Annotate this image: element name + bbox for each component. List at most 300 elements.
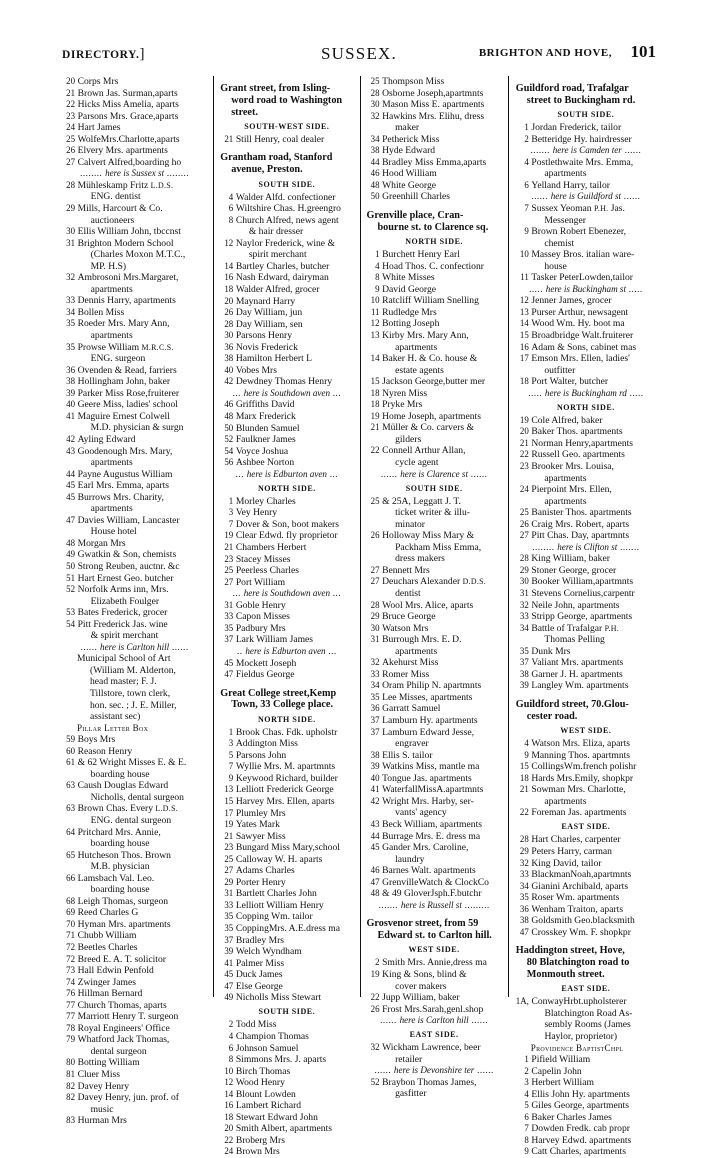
directory-entry — [367, 88, 502, 100]
entry-text: Parsons Mrs. Grace,aparts — [77, 110, 179, 122]
directory-entry — [220, 738, 353, 750]
entry-text: Walder Alfd. confectioner — [235, 191, 336, 203]
directory-entry — [220, 877, 353, 889]
entry-number: 21 — [519, 437, 529, 448]
entry-text: David George — [382, 283, 436, 295]
entry-number: 39 — [224, 946, 234, 957]
entry-number: 25 — [370, 495, 380, 506]
directory-entry — [220, 519, 353, 531]
entry-text: Strong Reuben, auctnr. &c — [77, 560, 180, 572]
entry-text: Novis Frederick — [235, 341, 298, 353]
directory-entry — [516, 353, 656, 376]
entry-number: 31 — [224, 599, 234, 610]
landmark-entry: Providence BaptistChpl — [530, 1042, 624, 1053]
entry-number: 30 — [370, 622, 380, 633]
entry-number: 14 — [370, 353, 380, 364]
entry-text: Whatford Jack Thomas, dental surgeon — [78, 1034, 208, 1057]
directory-entry — [220, 611, 353, 623]
entry-text: Pryke Mrs — [382, 399, 423, 411]
entry-text: Capelin John — [531, 1065, 582, 1077]
entry-number: 61 — [66, 757, 75, 768]
entry-text: Jackson George,butter mer — [382, 376, 486, 388]
entry-number: 18 — [224, 284, 234, 294]
entry-text: Oram Philip N. apartmnts — [382, 680, 482, 692]
entry-text: Bennett Mrs — [382, 564, 430, 576]
entry-number: 37 — [224, 934, 234, 945]
directory-entry — [220, 434, 353, 446]
directory-entry — [62, 1092, 207, 1115]
entry-number: 45 — [224, 657, 234, 668]
street-heading-continuation: cester road. — [526, 710, 578, 722]
directory-entry — [62, 734, 207, 746]
entry-text: Hart Charles, carpenter — [531, 834, 621, 846]
directory-entry — [367, 191, 502, 203]
directory-entry — [220, 496, 353, 508]
directory-entry — [367, 600, 502, 612]
entry-continuation: gilders — [395, 433, 422, 445]
directory-entry — [367, 773, 502, 785]
entry-number: 9 — [375, 283, 380, 294]
directory-entry — [516, 134, 656, 146]
entry-text: Stewart Edward John — [235, 1111, 318, 1123]
directory-entry — [367, 842, 502, 865]
entry-continuation: apartments — [90, 283, 133, 295]
column-1 — [62, 76, 213, 1127]
directory-entry — [516, 484, 656, 507]
entry-number: 14 — [224, 260, 234, 271]
note-leader-left: ... — [235, 468, 247, 479]
directory-entry — [62, 480, 207, 492]
directory-entry — [62, 873, 207, 896]
entry-number: 12 — [370, 318, 380, 329]
entry-text: Pifield William — [531, 1054, 591, 1066]
directory-entry — [367, 969, 502, 992]
directory-entry — [220, 399, 353, 411]
entry-qualification: P.H. — [594, 203, 609, 213]
directory-entry — [220, 1089, 353, 1101]
directory-entry — [367, 145, 502, 157]
cross-street-note — [367, 469, 502, 481]
entry-text: Nicholls Miss Stewart — [235, 992, 322, 1004]
street-heading-continuation: Town, 33 College place. — [231, 699, 333, 711]
directory-entry — [220, 773, 353, 785]
entry-text: Garner J. H. apartments — [531, 668, 623, 680]
entry-text: King & Sons, blind & cover makers — [382, 969, 502, 992]
directory-entry — [220, 1066, 353, 1078]
directory-entry — [220, 761, 353, 773]
entry-number: 46 — [370, 865, 380, 876]
directory-entry — [367, 657, 502, 669]
entry-continuation: & spirit merchant — [90, 630, 159, 642]
note-text: here is Buckingham rd — [544, 387, 627, 398]
entry-number: 17 — [224, 807, 234, 818]
entry-text: Pritchard Mrs. Annie, boarding house — [78, 827, 208, 850]
entry-text: Lambert Richard — [235, 1100, 302, 1112]
entry-text: Lark William James — [235, 634, 314, 646]
directory-entry — [62, 515, 207, 538]
entry-text: Wood Wm. Hy. boot ma — [531, 318, 625, 330]
directory-entry — [62, 295, 207, 307]
entry-number: 38 — [519, 668, 529, 679]
cross-street-note — [367, 1065, 502, 1077]
directory-entry — [367, 376, 502, 388]
entry-number: 40 — [66, 399, 75, 410]
directory-entry — [516, 646, 656, 658]
entry-number: 26 — [66, 145, 75, 156]
entry-continuation: music — [90, 1103, 114, 1115]
entry-text: Watson Mrs — [382, 622, 429, 634]
entry-number: 45 — [66, 480, 75, 491]
entry-number: 73 — [66, 965, 75, 976]
directory-entry — [367, 445, 502, 468]
street-heading: Grenville place, Cran- bourne st. to Clarence sq. — [367, 210, 502, 234]
entry-text: Stoner George, grocer — [531, 564, 617, 576]
entry-text: Ellis John Hy. apartments — [531, 1088, 630, 1100]
entry-text: Geere Miss, ladies' school — [77, 399, 178, 411]
entry-number: 19 — [519, 414, 529, 425]
directory-entry — [516, 122, 656, 134]
cross-street-note — [220, 588, 353, 600]
directory-entry — [516, 376, 656, 388]
entry-text: Roser Wm. apartments — [531, 892, 620, 904]
entry-text: Beck William, apartments — [382, 818, 482, 830]
directory-entry — [220, 865, 353, 877]
entry-text: Else George — [235, 980, 283, 992]
entry-number: 39 — [370, 761, 380, 772]
directory-entry — [220, 727, 353, 739]
entry-text: Smith Mrs. Annie,dress ma — [382, 957, 487, 969]
entry-number: 49 — [224, 992, 234, 1003]
entry-text: Massey Bros. italian ware- house — [531, 249, 656, 272]
note-leader-left: ........ — [80, 168, 106, 179]
directory-entry — [516, 519, 656, 531]
cross-street-note — [220, 646, 353, 658]
directory-entry — [220, 284, 353, 296]
entry-continuation: apartments — [90, 330, 133, 342]
note-leader-right: ......... — [461, 899, 490, 910]
entry-text: Blount Lowden — [235, 1088, 296, 1100]
entry-number: 4 — [375, 260, 380, 271]
entry-number: 7 — [228, 761, 234, 772]
street-heading-continuation: bourne st. to Clarence sq. — [377, 221, 489, 233]
unnumbered-entry: Municipal School of Art (William M. Alderton, head master; F. J. Tillstore, town clerk, hon. sec. ; J. E. Miller, assistant sec) — [62, 653, 207, 722]
directory-entry — [220, 565, 353, 577]
directory-entry — [220, 600, 353, 612]
directory-entry — [62, 1115, 207, 1127]
entry-text: Brighton Modern School (Charles Moxon M.T.C., MP. H.S) — [78, 238, 208, 273]
directory-entry — [367, 295, 502, 307]
entry-text: Roeder Mrs. Mary Ann, apartments — [78, 318, 208, 341]
unnumbered-entry-continuation: Tillstore, town clerk, — [90, 687, 171, 699]
entry-text: Dennis Harry, apartments — [77, 295, 176, 307]
cross-street-note — [516, 191, 656, 203]
entry-number: 33 — [519, 869, 529, 880]
directory-entry — [220, 261, 353, 273]
entry-continuation: apartments — [544, 795, 587, 807]
running-head-center: SUSSEX. — [321, 44, 397, 63]
entry-continuation: dental surgeon — [90, 1045, 147, 1057]
entry-text: Neile John, apartments — [531, 599, 620, 611]
entry-number: 34 — [519, 880, 529, 891]
directory-entry — [62, 746, 207, 758]
entry-continuation: cover makers — [395, 980, 447, 992]
entry-number: 31 — [519, 588, 529, 599]
entry-text: Dover & Son, boot makers — [235, 518, 339, 530]
directory-entry — [367, 784, 502, 796]
directory-entry — [516, 530, 656, 542]
entry-number: 42 — [370, 795, 380, 806]
street-heading-continuation: street to Buckingham rd. — [526, 94, 636, 106]
entry-number: 30 — [519, 576, 529, 587]
entry-text: Lamburn Hy. apartments — [382, 715, 478, 727]
note-leader-left: ...... — [380, 1015, 400, 1026]
running-head-left-label: DIRECTORY. — [62, 49, 140, 61]
entry-number: 16 — [224, 272, 234, 283]
directory-entry — [367, 134, 502, 146]
entry-text: Hards Mrs.Emily, shopkpr — [531, 772, 634, 784]
directory-entry — [367, 330, 502, 353]
entry-number: 51 — [66, 572, 75, 583]
directory-entry — [367, 623, 502, 635]
directory-entry — [62, 803, 207, 826]
directory-entry — [220, 342, 353, 354]
entry-number: 26 — [370, 530, 380, 541]
side-heading: EAST SIDE. — [561, 822, 611, 832]
entry-number: 45 — [66, 491, 75, 502]
entry-text: Royal Engineers' Office — [77, 1022, 170, 1034]
directory-entry — [516, 1123, 656, 1135]
directory-entry — [220, 446, 353, 458]
entry-continuation: apartments — [395, 341, 438, 353]
entry-text: Day William, sen — [235, 318, 303, 330]
entry-text: Burchett Henry Earl — [382, 249, 460, 261]
entry-text: Breed E. A. T. solicitor — [77, 953, 166, 965]
entry-text: Baker H. & Co. house & estate agents — [382, 353, 502, 376]
directory-entry — [62, 584, 207, 607]
directory-entry — [516, 881, 656, 893]
entry-text: Brown Jas. Surman,aparts — [77, 87, 178, 99]
directory-entry — [220, 507, 353, 519]
entry-number: 5 — [228, 749, 234, 760]
entry-number: 12 — [224, 1077, 234, 1088]
directory-entry — [367, 388, 502, 400]
entry-text: Porter Henry — [235, 876, 286, 888]
directory-entry — [367, 692, 502, 704]
entry-text: Leigh Thomas, surgeon — [77, 895, 169, 907]
directory-entry — [62, 446, 207, 469]
entry-number: 72 — [66, 942, 75, 953]
entry-number: 36 — [519, 903, 529, 914]
entry-text: Wickham Lawrence, beer retailer — [382, 1042, 502, 1065]
entry-text: Elvery Mrs. apartments — [77, 145, 168, 157]
entry-text: Hicks Miss Amelia, aparts — [77, 99, 179, 111]
entry-text: Norman Henry,apartments — [531, 437, 634, 449]
entry-text: Faulkner James — [235, 434, 296, 446]
entry-text: Hillman Bernard — [77, 988, 143, 1000]
entry-number: 18 — [370, 387, 380, 398]
entry-number: 69 — [66, 907, 75, 918]
entry-text: Wood Henry — [235, 1077, 285, 1089]
entry-text: Wiltshire Chas. H.greengro — [235, 203, 341, 215]
entry-number: 47 — [224, 669, 234, 680]
directory-entry — [220, 1054, 353, 1066]
entry-number: 35 — [370, 691, 380, 702]
entry-text: Russell Geo. apartments — [531, 449, 625, 461]
entry-text: Yates Mark — [235, 819, 280, 831]
street-heading-continuation: Edward st. to Carlton hill. — [377, 930, 492, 942]
entry-text: Bollen Miss — [77, 306, 125, 318]
entry-text: Mühleskamp Fritz L.D.S. ENG. dentist — [78, 180, 208, 203]
cross-street-note — [516, 542, 656, 554]
directory-entry — [516, 834, 656, 846]
entry-continuation: (Charles Moxon M.T.C., — [90, 249, 186, 261]
note-leader-right: ... — [330, 387, 342, 398]
entry-number: 77 — [66, 999, 75, 1010]
entry-number: 27 — [224, 576, 234, 587]
entry-number: 29 — [370, 611, 380, 622]
entry-number: 8 — [524, 1134, 529, 1145]
entry-number: 35 — [66, 318, 75, 329]
entry-number: 13 — [224, 784, 234, 795]
entry-number: 23 — [224, 553, 234, 564]
entry-number: 40 — [224, 364, 234, 375]
directory-entry — [367, 957, 502, 969]
entry-text: Prowse William M.R.C.S. ENG. surgeon — [78, 342, 208, 365]
entry-number: 33 — [519, 611, 529, 622]
entry-number: 22 — [519, 449, 529, 460]
entry-text: Watkins Miss, mantle ma — [382, 761, 480, 773]
entry-number: 48 — [224, 411, 234, 422]
side-heading: WEST SIDE. — [560, 726, 612, 736]
directory-entry — [516, 307, 656, 319]
entry-text: Reed Charles G — [77, 907, 139, 919]
entry-text: Hart Ernest Geo. butcher — [77, 572, 174, 584]
directory-entry — [62, 469, 207, 481]
entry-number: 30 — [224, 330, 234, 341]
entry-number: 15 — [519, 329, 529, 340]
entry-number: 32 — [519, 599, 529, 610]
entry-text: Foreman Jas. apartments — [531, 807, 627, 819]
entry-number: 16 — [224, 1100, 234, 1111]
entry-number: 14 — [224, 1088, 234, 1099]
directory-entry — [62, 376, 207, 388]
entry-number: 21 — [519, 784, 529, 795]
entry-number: 31 — [370, 634, 380, 645]
entry-text: Tongue Jas. apartments — [382, 772, 472, 784]
entry-qualification: L.D.S. — [150, 180, 174, 190]
column-container — [62, 76, 656, 1158]
entry-number: 72 — [66, 953, 75, 964]
entry-text: Baker Thos. apartments — [531, 426, 623, 438]
entry-continuation: estate agents — [395, 364, 444, 376]
entry-text: Pitt Frederick Jas. wine & spirit merchant — [78, 619, 208, 642]
entry-text: Frost Mrs.Sarah,genl.shop — [382, 1003, 484, 1015]
entry-number: 9 — [524, 1146, 529, 1157]
entry-text: Lelliott William Henry — [235, 899, 324, 911]
note-leader-left: ...... — [80, 641, 101, 652]
entry-number: 9 — [228, 772, 234, 783]
entry-number: 37 — [370, 726, 380, 737]
entry-continuation: boarding house — [90, 768, 150, 780]
directory-entry — [367, 272, 502, 284]
directory-entry — [62, 76, 207, 88]
directory-entry — [516, 588, 656, 600]
directory-entry — [367, 888, 502, 900]
entry-number: 1 — [524, 1054, 529, 1065]
entry-text: Goodenough Mrs. Mary, apartments — [78, 446, 208, 469]
side-heading: WEST SIDE. — [408, 945, 460, 955]
directory-entry — [516, 600, 656, 612]
entry-text: Deuchars Alexander D.D.S. dentist — [382, 576, 502, 599]
entry-text: Day William, jun — [235, 307, 303, 319]
note-leader-left: ... — [232, 387, 244, 398]
entry-number: 8 — [375, 272, 380, 283]
entry-text: Dunk Mrs — [531, 645, 571, 657]
entry-number: 1 — [375, 249, 380, 260]
entry-continuation: apartments — [544, 168, 587, 180]
entry-text: Battle of Trafalgar P.H. Thomas Pelling — [531, 623, 656, 646]
note-text: here is Sussex st — [105, 168, 165, 179]
directory-entry — [220, 423, 353, 435]
directory-entry — [516, 784, 656, 807]
entry-text: Giles George, apartments — [531, 1100, 629, 1112]
entry-continuation: Thomas Pelling — [544, 634, 605, 646]
entry-number: 6 — [228, 203, 234, 214]
note-leader-right: ...... — [474, 1065, 494, 1076]
directory-entry — [62, 573, 207, 585]
directory-entry — [62, 827, 207, 850]
entry-text: Vobes Mrs — [235, 364, 277, 376]
directory-entry — [220, 215, 353, 238]
entry-text: Caush Douglas Edward Nicholls, dental surgeon — [78, 780, 208, 803]
directory-entry — [516, 623, 656, 646]
entry-text: Morgan Mrs — [77, 537, 126, 549]
entry-text: Voyce Joshua — [235, 445, 289, 457]
street-heading: Grantham road, Stanford avenue, Preston. — [220, 152, 353, 176]
entry-number: 2 — [375, 957, 380, 968]
entry-number: 26 — [519, 518, 529, 529]
note-text: here is Russell st — [400, 899, 462, 910]
entry-text: Stevens Cornelius,carpentr — [531, 588, 635, 600]
entry-text: White Misses — [382, 272, 435, 284]
entry-number: 44 — [66, 468, 75, 479]
entry-text: Davey Henry, jun. prof. of music — [78, 1092, 208, 1115]
directory-entry — [220, 623, 353, 635]
directory-entry — [516, 226, 656, 249]
entry-number: 32 — [370, 657, 380, 668]
note-leader-left: ....... — [530, 145, 553, 156]
entry-text: Plumley Mrs — [235, 807, 286, 819]
entry-text: CollingsWm.french polishr — [531, 761, 637, 773]
entry-number: 35 — [519, 645, 529, 656]
entry-number: 48 — [66, 537, 75, 548]
entry-text: Yelland Harry, tailor — [531, 179, 610, 191]
entry-text: Fieldus George — [235, 669, 295, 681]
entry-number: 46 — [370, 168, 380, 179]
entry-continuation: maker — [395, 122, 420, 134]
directory-entry — [220, 842, 353, 854]
entry-number: 68 — [66, 895, 75, 906]
landmark-entry: Pillar Letter Box — [77, 722, 149, 733]
directory-entry — [62, 988, 207, 1000]
entry-number: 25 — [66, 133, 75, 144]
directory-entry — [220, 353, 353, 365]
directory-entry — [220, 376, 353, 388]
running-head-bracket: ] — [139, 46, 146, 62]
note-leader-right: ... — [330, 588, 342, 599]
entry-number: 22 — [370, 445, 380, 456]
entry-text: Simmons Mrs. J. aparts — [235, 1054, 327, 1066]
